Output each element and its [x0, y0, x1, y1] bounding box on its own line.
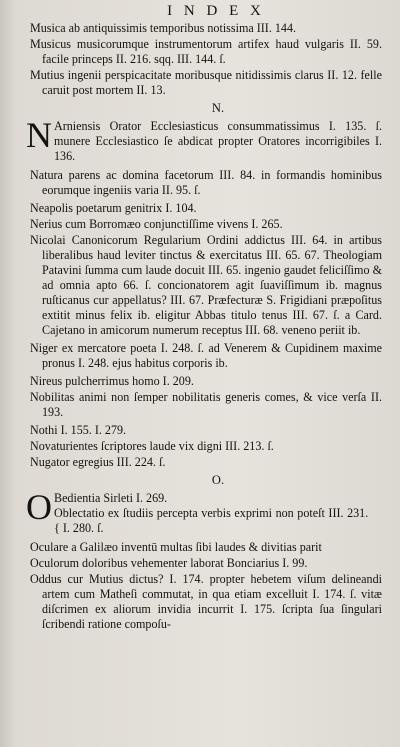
index-entry: Natura parens ac domina facetorum III. 84. in formandis hominibus eorumque ingeniis varia II. 95. ſ. — [30, 168, 382, 197]
dropcap-entry-text: Bedientia Sirleti I. 269. — [54, 491, 168, 505]
section-m — [30, 21, 382, 98]
section-o — [26, 473, 382, 632]
index-entry-dropcap — [26, 487, 382, 536]
section-n — [26, 101, 382, 470]
index-entry: Neapolis poetarum genitrix I. 104. — [30, 201, 197, 215]
entry-continuation-mark: { I. 280. ſ. — [54, 521, 104, 535]
index-entry: Mutius ingenii perspicacitate moribusque nitidissimis clarus II. 12. felle caruit post mortem II. 13. — [30, 68, 382, 97]
index-entry: Nicolai Canonicorum Regularium Ordini addictus III. 64. in artibus liberalibus haud leviter tinctus & exercitatus III. 65. 67. Theologiam Patavini ſumma cum laude docuit III. 65. ingenio gaudet feliciſſimo & ad omnia apto 66. ſ. concionatorem agit ſuaviſſimum ib. magnus ruſticanus cur appellatus? III. 67. Præfecturæ S. Frigidiani præpoſitus extitit minus felix ib. eligitur Abbas titulo tenus III. 67. ſ. a Card. Cajetano in amicorum numerum receptus III. 68. veneno periit ib. — [30, 233, 382, 337]
index-entry: Nireus pulcherrimus homo I. 209. — [30, 374, 194, 388]
index-entry: Nothi I. 155. I. 279. — [30, 423, 127, 437]
page-header: I N D E X — [167, 3, 265, 19]
dropcap-entry-text: Arniensis Orator Ecclesiasticus consummatissimus I. 135. ſ. munere Ecclesiastico ſe abdicat propter Oratores incorrigibiles I. 136. — [54, 119, 382, 163]
index-entry: Oddus cur Mutius dictus? I. 174. propter hebetem viſum delineandi artem cum Matheſi commutat, in qua etiam excelluit I. 174. ſ. vitæ diſcrimen ex aliorum invidia incurrit I. 175. ſcripta ſua ſingulari ſcribendi ratione compoſu- — [30, 572, 382, 631]
drop-cap-o: O — [26, 487, 52, 527]
section-letter-n: N. — [211, 101, 225, 115]
index-entry: Niger ex mercatore poeta I. 248. ſ. ad Venerem & Cupidinem maxime pronus I. 248. ejus habitus corporis ib. — [30, 341, 382, 370]
drop-cap-n: N — [26, 115, 52, 155]
index-entry: Oculare a Galilæo inventū multas ſibi laudes & divitias parit — [30, 540, 322, 554]
index-entry: Nobilitas animi non ſemper nobilitatis generis comes, & vice verſa II. 193. — [30, 390, 382, 419]
index-entry: Musica ab antiquissimis temporibus notissima III. 144. — [30, 21, 297, 35]
index-entry: Novaturientes ſcriptores laude vix digni III. 213. ſ. — [30, 439, 274, 453]
index-entry-dropcap — [26, 115, 382, 164]
index-entry: Musicus musicorumque instrumentorum artifex haud vulgaris II. 59. facile princeps II. 216. sqq. III. 144. ſ. — [30, 37, 382, 66]
index-entry: Nugator egregius III. 224. ſ. — [30, 455, 166, 469]
section-letter-o: O. — [211, 473, 225, 487]
dropcap-entry-second: Oblectatio ex ſtudiis percepta verbis exprimi non poteſt III. 231. — [54, 506, 369, 520]
index-entry: Oculorum doloribus vehementer laborat Bonciarius I. 99. — [30, 556, 308, 570]
index-entry: Nerius cum Borromæo conjunctiſſime vivens I. 265. — [30, 217, 283, 231]
